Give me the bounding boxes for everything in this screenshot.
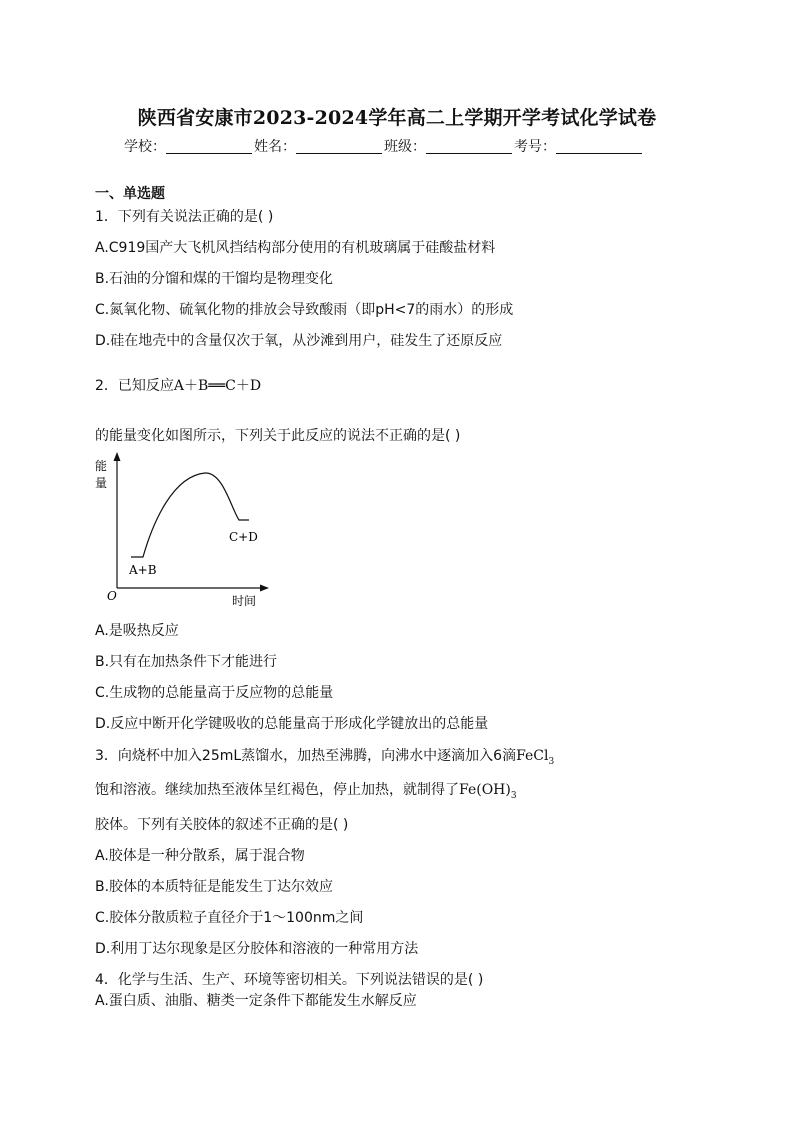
- origin-label: O: [107, 589, 117, 603]
- y-axis-arrow: [114, 452, 121, 461]
- q2-option-a: A.是吸热反应: [95, 623, 179, 639]
- q3-formula-fecl3: [516, 748, 555, 767]
- q2-equation: A＋B══C＋D: [173, 378, 262, 394]
- formula-subscript: 3: [548, 757, 555, 767]
- formula-text: FeCl: [516, 748, 549, 764]
- x-axis-label: 时间: [232, 594, 257, 608]
- x-axis-arrow: [260, 585, 269, 592]
- exam-number-label: 考号：: [514, 139, 556, 155]
- y-axis-label-2: 量: [95, 476, 108, 490]
- q3-option-c: C.胶体分散质粒子直径介于1～100nm之间: [95, 910, 364, 926]
- q3-option-b: B.胶体的本质特征是能发生丁达尔效应: [95, 879, 334, 895]
- section-heading: 一、单选题: [95, 186, 165, 202]
- reactant-label: A+B: [129, 563, 157, 577]
- product-label: C+D: [229, 530, 258, 544]
- school-field[interactable]: [166, 138, 252, 154]
- q3-option-d: D.利用丁达尔现象是区分胶体和溶液的一种常用方法: [95, 941, 419, 957]
- q2-stem-prefix: 2．已知反应: [95, 378, 174, 394]
- exam-number-field[interactable]: [556, 138, 642, 154]
- q3-stem-line-3: 胶体。下列有关胶体的叙述不正确的是( ): [95, 817, 349, 833]
- q3-line1-text: 3．向烧杯中加入25mL蒸馏水，加热至沸腾，向沸水中逐滴加入6滴: [95, 748, 517, 764]
- q1-stem: 1．下列有关说法正确的是( ): [95, 209, 274, 225]
- q1-option-c: C.氮氧化物、硫氧化物的排放会导致酸雨（即pH<7的雨水）的形成: [95, 302, 514, 318]
- q2-option-b: B.只有在加热条件下才能进行: [95, 654, 278, 670]
- q2-stem: [95, 375, 261, 395]
- q3-line2-text: 饱和溶液。继续加热至液体呈红褐色，停止加热，就制得了: [95, 782, 459, 798]
- q3-option-a: A.胶体是一种分散系，属于混合物: [95, 848, 305, 864]
- page-title: 陕西省安康市2023-2024学年高二上学期开学考试化学试卷: [137, 107, 657, 129]
- q2-option-c: C.生成物的总能量高于反应物的总能量: [95, 685, 334, 701]
- class-label: 班级：: [384, 139, 426, 155]
- school-label: 学校：: [124, 139, 166, 155]
- name-field[interactable]: [296, 138, 382, 154]
- q1-option-b: B.石油的分馏和煤的干馏均是物理变化: [95, 271, 334, 287]
- formula-subscript: 3: [510, 791, 517, 801]
- q3-formula-feoh3: [459, 782, 517, 801]
- name-label: 姓名：: [254, 139, 296, 155]
- student-info-row: [124, 136, 644, 156]
- class-field[interactable]: [426, 138, 512, 154]
- y-axis-label-1: 能: [95, 459, 108, 473]
- formula-text: Fe(OH): [459, 782, 511, 798]
- q3-stem-line-1: [95, 745, 554, 767]
- q1-option-d: D.硅在地壳中的含量仅次于氧，从沙滩到用户，硅发生了还原反应: [95, 333, 503, 349]
- q1-option-a: A.C919国产大飞机风挡结构部分使用的有机玻璃属于硅酸盐材料: [95, 240, 496, 256]
- energy-diagram: [95, 450, 275, 610]
- q2-option-d: D.反应中断开化学键吸收的总能量高于形成化学键放出的总能量: [95, 716, 489, 732]
- energy-curve: [131, 473, 249, 557]
- q3-stem-line-2: [95, 779, 517, 801]
- q4-stem: 4．化学与生活、生产、环境等密切相关。下列说法错误的是( ): [95, 972, 484, 988]
- q2-stem-continued: 的能量变化如图所示，下列关于此反应的说法不正确的是( ): [95, 428, 461, 444]
- q4-option-a: A.蛋白质、油脂、糖类一定条件下都能发生水解反应: [95, 993, 417, 1009]
